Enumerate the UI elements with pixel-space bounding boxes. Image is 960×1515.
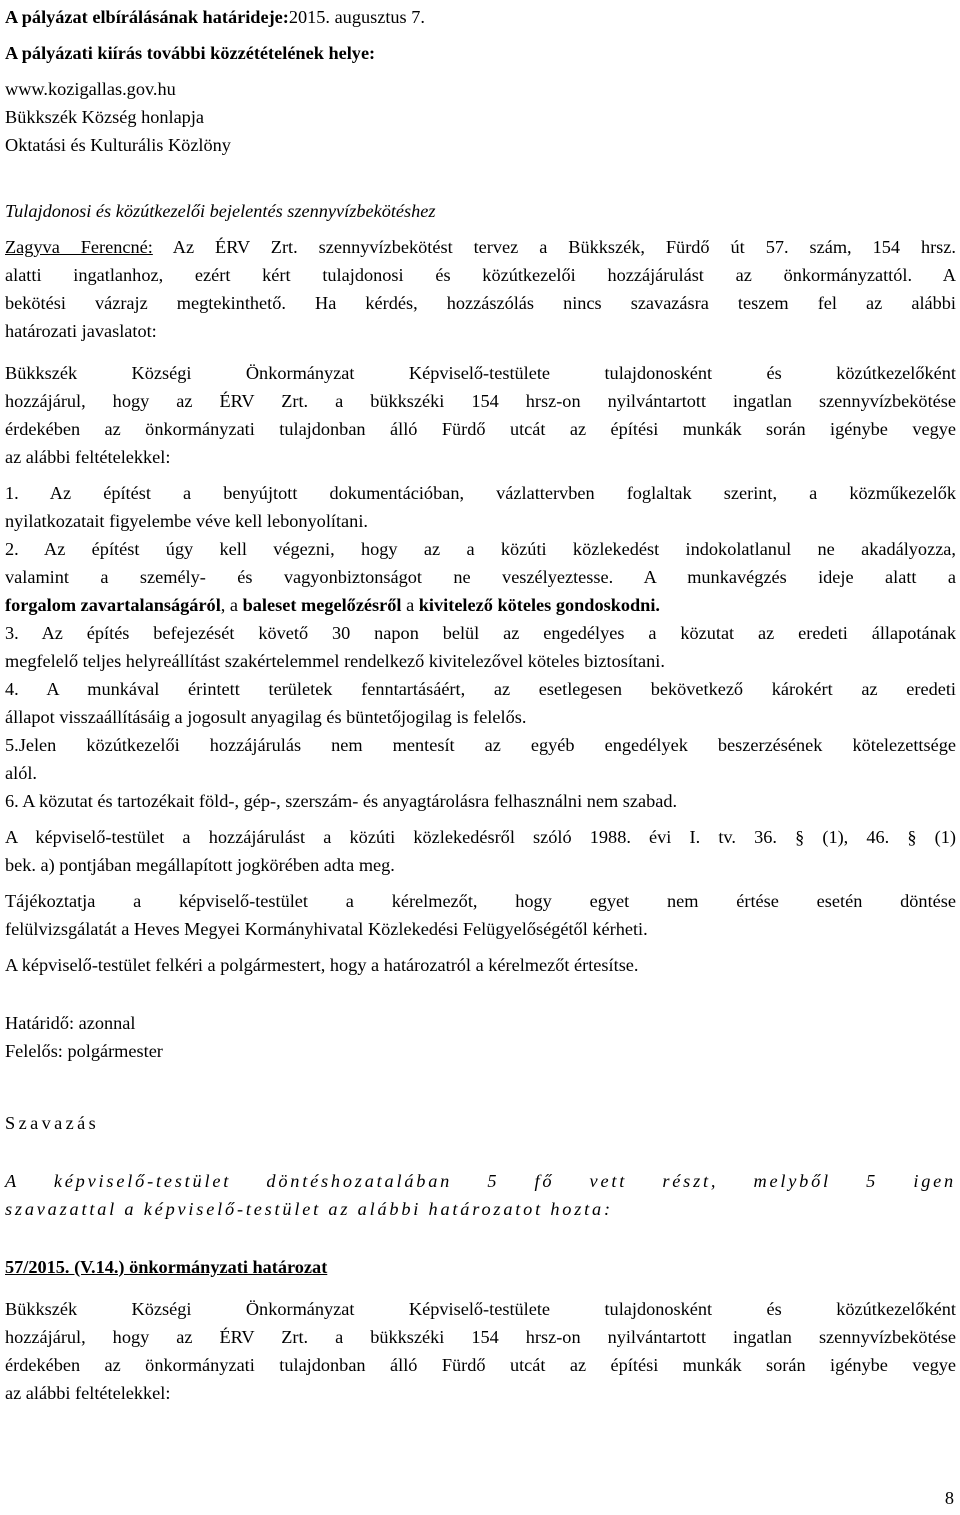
resolution-line-2: hozzájárul, hogy az ÉRV Zrt. a bükkszéki 154 hrsz-on nyilvántartott ingatlan szennyvízbekötése — [5, 1327, 956, 1347]
condition-5-line-1: 5.Jelen közútkezelői hozzájárulás nem mentesít az egyéb engedélyek beszerzésének kötelezettsége — [5, 735, 956, 755]
condition-2-line-2: valamint a személy- és vagyonbiztonságot ne veszélyeztesse. A munkavégzés ideje alatt a — [5, 567, 956, 587]
condition-2-line-1: 2. Az építést úgy kell végezni, hogy az a közúti közlekedést indokolatlanul ne akadályozza, — [5, 539, 956, 559]
condition-1-line-1: 1. Az építést a benyújtott dokumentációban, vázlattervben foglaltak szerint, a közműkezelők — [5, 483, 956, 503]
section-title: Tulajdonosi és közútkezelői bejelentés szennyvízbekötéshez — [5, 201, 436, 221]
intro-line-4: határozati javaslatot: — [5, 321, 157, 341]
intro-text: Ha kérdés, hozzászólás nincs szavazásra teszem fel az alábbi — [285, 293, 956, 313]
resolution-line-3: érdekében az önkormányzati tulajdonban álló Fürdő utcát az építési munkák során igénybe vegye — [5, 1355, 956, 1375]
responsible-person: Felelős: polgármester — [5, 1041, 163, 1061]
deadline-label: A pályázat elbírálásának határideje: — [5, 7, 289, 27]
document-page — [5, 3, 956, 1407]
intro-line-3 — [5, 289, 956, 317]
deadline-immediate: Határidő: azonnal — [5, 1013, 136, 1033]
page-number: 8 — [944, 1488, 954, 1508]
text: a — [401, 595, 419, 615]
condition-1-line-2: nyilatkozatait figyelembe véve kell lebonyolítani. — [5, 511, 368, 531]
request-line: A képviselő-testület felkéri a polgármestert, hogy a határozatról a kérelmezőt értesítse. — [5, 955, 639, 975]
emphasis: baleset megelőzésről — [242, 595, 402, 615]
condition-6-line-1: 6. A közutat és tartozékait föld-, gép-, szerszám- és anyagtárolásra felhasználni nem szabad. — [5, 791, 678, 811]
publication-heading: A pályázati kiírás további közzétételének helye: — [5, 43, 376, 63]
intro-text: Az ÉRV Zrt. szennyvízbekötést tervez a Bükkszék, Fürdő út 57. szám, 154 hrsz. — [152, 237, 956, 257]
proposal-line-2: hozzájárul, hogy az ÉRV Zrt. a bükkszéki 154 hrsz-on nyilvántartott ingatlan szennyvízbekötése — [5, 391, 956, 411]
resolution-title: 57/2015. (V.14.) önkormányzati határozat — [5, 1257, 328, 1277]
resolution-line-4: az alábbi feltételekkel: — [5, 1383, 171, 1403]
condition-3-line-1: 3. Az építés befejezését követő 30 napon belül az engedélyes a közutat az eredeti állapotának — [5, 623, 956, 643]
condition-4-line-2: állapot visszaállításáig a jogosult anyagilag és büntetőjogilag is felelős. — [5, 707, 527, 727]
condition-5-line-2: alól. — [5, 763, 37, 783]
info-line-2: felülvizsgálatát a Heves Megyei Kormányhivatal Közlekedési Felügyelőségétől kérheti. — [5, 919, 648, 939]
deadline-line — [5, 3, 956, 31]
publication-place: www.kozigallas.gov.hu — [5, 79, 176, 99]
proposal-line-1: Bükkszék Községi Önkormányzat Képviselő-testülete tulajdonosként és közútkezelőként — [5, 363, 956, 383]
publication-place: Oktatási és Kulturális Közlöny — [5, 135, 231, 155]
emphasis: forgalom zavartalanságáról — [5, 595, 221, 615]
legal-line-2: bek. a) pontjában megállapított jogkörében adta meg. — [5, 855, 395, 875]
proposal-line-4: az alábbi feltételekkel: — [5, 447, 171, 467]
condition-4-line-1: 4. A munkával érintett területek fenntartásáért, az esetlegesen bekövetkező károkért az eredeti — [5, 679, 956, 699]
deadline-value: 2015. augusztus 7. — [288, 7, 425, 27]
proposal-line-3: érdekében az önkormányzati tulajdonban álló Fürdő utcát az építési munkák során igénybe vegye — [5, 419, 956, 439]
info-line-1: Tájékoztatja a képviselő-testület a kérelmezőt, hogy egyet nem értése esetén döntése — [5, 891, 956, 911]
vote-line-1: A képviselő-testület döntéshozatalában 5 fő vett részt, melyből 5 igen — [5, 1171, 956, 1191]
intro-text: bekötési vázrajz megtekinthető. — [5, 293, 286, 313]
condition-3-line-2: megfelelő teljes helyreállítást szakértelemmel rendelkező kivitelezővel köteles biztosítani. — [5, 651, 665, 671]
speaker-name: Zagyva Ferencné: — [5, 237, 153, 257]
text: , a — [220, 595, 243, 615]
intro-line-1 — [5, 233, 956, 261]
vote-line-2: szavazattal a képviselő-testület az alábbi határozatot hozta: — [5, 1199, 613, 1219]
publication-place: Bükkszék Község honlapja — [5, 107, 205, 127]
vote-heading: Szavazás — [5, 1113, 100, 1133]
legal-line-1: A képviselő-testület a hozzájárulást a közúti közlekedésről szóló 1988. évi I. tv. 36. § (1), 46. § (1) — [5, 827, 956, 847]
resolution-line-1: Bükkszék Községi Önkormányzat Képviselő-testülete tulajdonosként és közútkezelőként — [5, 1299, 956, 1319]
condition-2-line-3 — [5, 591, 956, 619]
intro-line-2: alatti ingatlanhoz, ezért kért tulajdonosi és közútkezelői hozzájárulást az önkormányzattól. A — [5, 265, 956, 285]
emphasis: kivitelező köteles gondoskodni. — [418, 595, 661, 615]
